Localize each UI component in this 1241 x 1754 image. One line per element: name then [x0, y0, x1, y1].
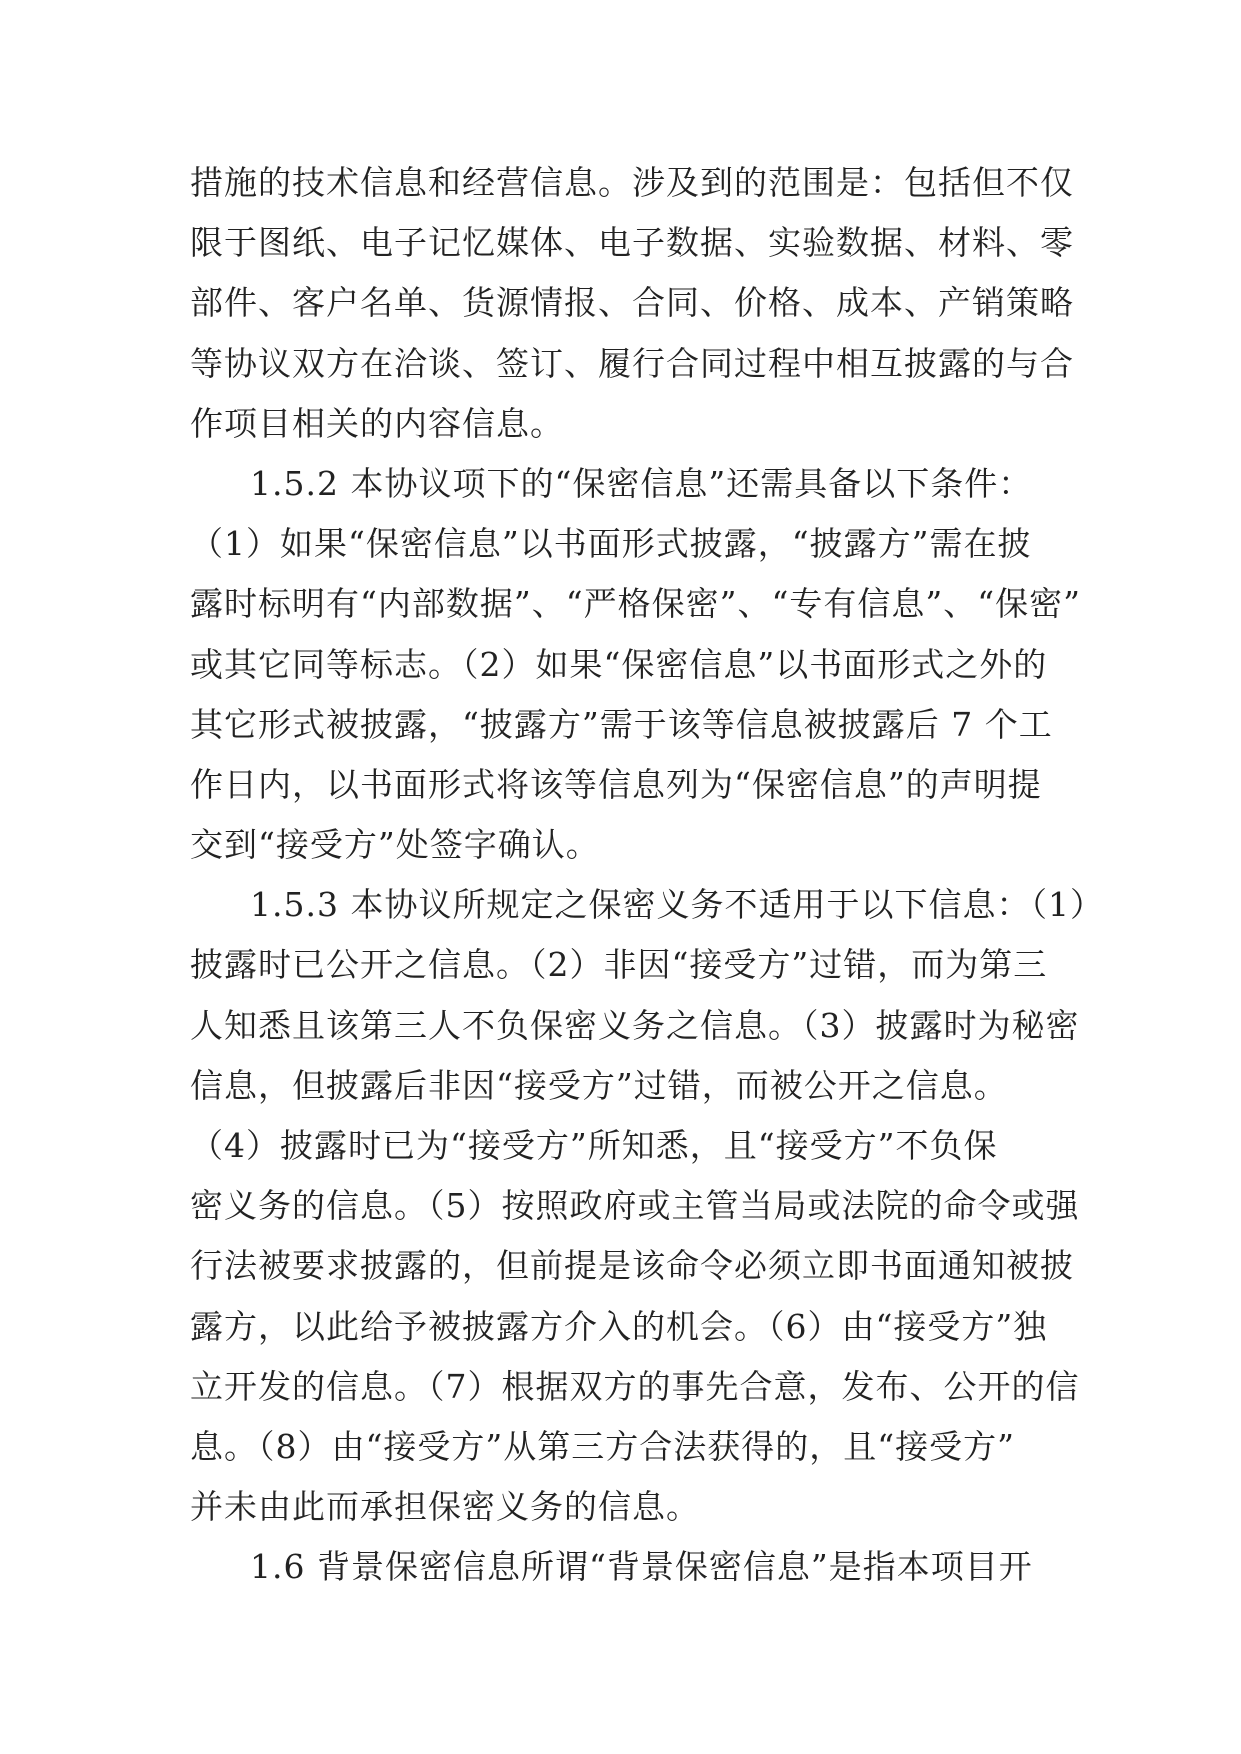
text-line: （1）如果“保密信息”以书面形式披露，“披露方”需在披 — [190, 524, 1032, 564]
text-line: 措施的技术信息和经营信息。涉及到的范围是：包括但不仅 — [190, 163, 1074, 202]
text-line: 人知悉且该第三人不负保密义务之信息。（3）披露时为秘密 — [190, 1005, 1080, 1045]
text-line: 其它形式被披露，“披露方”需于该等信息被披露后 7 个工 — [190, 704, 1053, 744]
section-heading-1-5-2: 1.5.2 本协议项下的“保密信息”还需具备以下条件： — [250, 463, 1033, 503]
text-line: 部件、客户名单、货源情报、合同、价格、成本、产销策略 — [190, 283, 1074, 323]
text-line: 交到“接受方”处签字确认。 — [190, 825, 600, 865]
text-line: （4）披露时已为“接受方”所知悉，且“接受方”不负保 — [190, 1126, 998, 1165]
section-heading-1-6: 1.6 背景保密信息所谓“背景保密信息”是指本项目开 — [250, 1547, 1033, 1587]
text-line: 或其它同等标志。（2）如果“保密信息”以书面形式之外的 — [190, 644, 1048, 684]
text-line: 并未由此而承担保密义务的信息。 — [190, 1487, 700, 1527]
text-line: 披露时已公开之信息。（2）非因“接受方”过错，而为第三 — [190, 945, 1048, 985]
text-line: 露时标明有“内部数据”、“严格保密”、“专有信息”、“保密” — [190, 584, 1081, 624]
text-line: 限于图纸、电子记忆媒体、电子数据、实验数据、材料、零 — [190, 223, 1074, 263]
text-line: 信息，但披露后非因“接受方”过错，而被公开之信息。 — [190, 1065, 1008, 1105]
document-body — [190, 153, 1104, 1598]
text-line: 作项目相关的内容信息。 — [190, 403, 564, 443]
text-line: 立开发的信息。（7）根据双方的事先合意，发布、公开的信 — [190, 1366, 1080, 1406]
text-line: 露方，以此给予被披露方介入的机会。（6）由“接受方”独 — [190, 1306, 1048, 1346]
section-heading-1-5-3: 1.5.3 本协议所规定之保密义务不适用于以下信息：（1） — [250, 885, 1104, 925]
text-line: 息。（8）由“接受方”从第三方合法获得的，且“接受方” — [190, 1426, 1015, 1466]
text-line: 密义务的信息。（5）按照政府或主管当局或法院的命令或强 — [190, 1186, 1080, 1226]
text-line: 行法被要求披露的，但前提是该命令必须立即书面通知被披 — [190, 1246, 1074, 1286]
text-line: 等协议双方在洽谈、签订、履行合同过程中相互披露的与合 — [190, 343, 1074, 383]
text-line: 作日内，以书面形式将该等信息列为“保密信息”的声明提 — [190, 764, 1042, 804]
